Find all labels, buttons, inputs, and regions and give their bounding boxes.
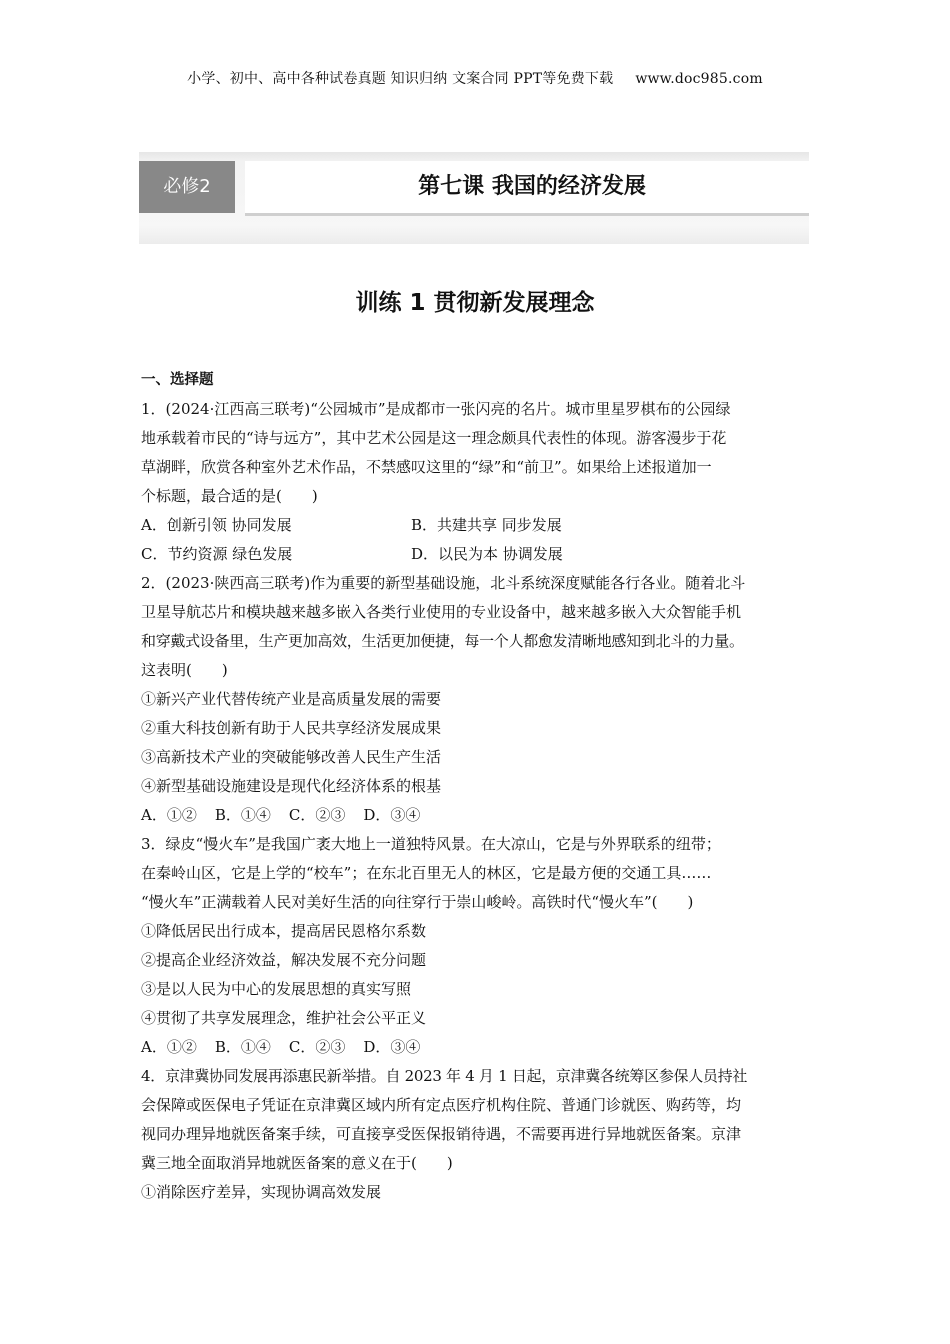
document-body bbox=[141, 366, 813, 1207]
site-url[interactable]: www.doc985.com bbox=[635, 71, 763, 87]
module-tag: 必修2 bbox=[139, 161, 235, 213]
statement: ④新型基础设施建设是现代化经济体系的根基 bbox=[141, 777, 442, 795]
question-3-line: 在秦岭山区，它是上学的“校车”；在东北百里无人的林区，它是最方便的交通工具…… bbox=[141, 864, 712, 882]
question-4-line: 冀三地全面取消异地就医备案的意义在于( ) bbox=[141, 1154, 453, 1172]
option-d: D．③④ bbox=[363, 1038, 421, 1056]
question-4-line: 会保障或医保电子凭证在京津冀区域内所有定点医疗机构住院、普通门诊就医、购药等，均 bbox=[141, 1096, 742, 1114]
option-b: B．①④ bbox=[214, 806, 271, 824]
section-heading: 一、选择题 bbox=[141, 372, 214, 388]
option-a: A．创新引领 协同发展 bbox=[141, 516, 292, 534]
question-3-options bbox=[141, 1033, 813, 1062]
question-1-line: 地承载着市民的“诗与远方”，其中艺术公园是这一理念颇具代表性的体现。游客漫步于花 bbox=[141, 429, 727, 447]
option-b: B．共建共享 同步发展 bbox=[411, 516, 562, 534]
question-3 bbox=[141, 830, 813, 1062]
lesson-title: 训练 1 贯彻新发展理念 bbox=[355, 290, 595, 316]
question-3-line: “慢火车”正满载着人民对美好生活的向往穿行于崇山峻岭。高铁时代“慢火车”( ) bbox=[141, 893, 694, 911]
statement: ②提高企业经济效益，解决发展不充分问题 bbox=[141, 951, 427, 969]
statement: ②重大科技创新有助于人民共享经济发展成果 bbox=[141, 719, 442, 737]
question-2-line: 卫星导航芯片和模块越来越多嵌入各类行业使用的专业设备中，越来越多嵌入大众智能手机 bbox=[141, 603, 742, 621]
site-header-text: 小学、初中、高中各种试卷真题 知识归纳 文案合同 PPT等免费下载 bbox=[187, 71, 614, 87]
option-c: C．②③ bbox=[288, 1038, 346, 1056]
question-2-line: 2．(2023·陕西高三联考)作为重要的新型基础设施，北斗系统深度赋能各行各业。随着北斗 bbox=[141, 574, 746, 592]
option-d: D．③④ bbox=[363, 806, 421, 824]
statement: ④贯彻了共享发展理念，维护社会公平正义 bbox=[141, 1009, 427, 1027]
option-b: B．①④ bbox=[214, 1038, 271, 1056]
question-4-line: 4．京津冀协同发展再添惠民新举措。自 2023 年 4 月 1 日起，京津冀各统筹区参保人员持社 bbox=[141, 1067, 748, 1085]
question-1-options-row bbox=[141, 511, 813, 540]
question-2 bbox=[141, 569, 813, 830]
option-a: A．①② bbox=[141, 806, 197, 824]
statement: ①消除医疗差异，实现协调高效发展 bbox=[141, 1183, 382, 1201]
question-3-line: 3．绿皮“慢火车”是我国广袤大地上一道独特风景。在大凉山，它是与外界联系的纽带； bbox=[141, 835, 721, 853]
option-c: C．节约资源 绿色发展 bbox=[141, 545, 293, 563]
question-1-line: 个标题，最合适的是( ) bbox=[141, 487, 318, 505]
chapter-banner bbox=[139, 152, 809, 244]
site-header bbox=[0, 68, 950, 88]
question-1-options-row bbox=[141, 540, 813, 569]
option-d: D．以民为本 协调发展 bbox=[411, 545, 563, 563]
question-2-line: 和穿戴式设备里，生产更加高效，生活更加便捷，每一个人都愈发清晰地感知到北斗的力量。 bbox=[141, 632, 744, 650]
option-c: C．②③ bbox=[288, 806, 346, 824]
statement: ③是以人民为中心的发展思想的真实写照 bbox=[141, 980, 412, 998]
question-1 bbox=[141, 395, 813, 569]
question-1-line: 草湖畔，欣赏各种室外艺术作品，不禁感叹这里的“绿”和“前卫”。如果给上述报道加一 bbox=[141, 458, 712, 476]
statement: ①降低居民出行成本，提高居民恩格尔系数 bbox=[141, 922, 427, 940]
statement: ①新兴产业代替传统产业是高质量发展的需要 bbox=[141, 690, 442, 708]
option-a: A．①② bbox=[141, 1038, 197, 1056]
chapter-title: 第七课 我国的经济发展 bbox=[418, 174, 646, 199]
question-4 bbox=[141, 1062, 813, 1207]
statement: ③高新技术产业的突破能够改善人民生产生活 bbox=[141, 748, 442, 766]
question-2-line: 这表明( ) bbox=[141, 661, 228, 679]
banner-title-box bbox=[245, 161, 809, 216]
question-4-line: 视同办理异地就医备案手续，可直接享受医保报销待遇，不需要再进行异地就医备案。京津 bbox=[141, 1125, 742, 1143]
question-2-options bbox=[141, 801, 813, 830]
question-1-line: 1．(2024·江西高三联考)“公园城市”是成都市一张闪亮的名片。城市里星罗棋布的公园绿 bbox=[141, 400, 731, 418]
